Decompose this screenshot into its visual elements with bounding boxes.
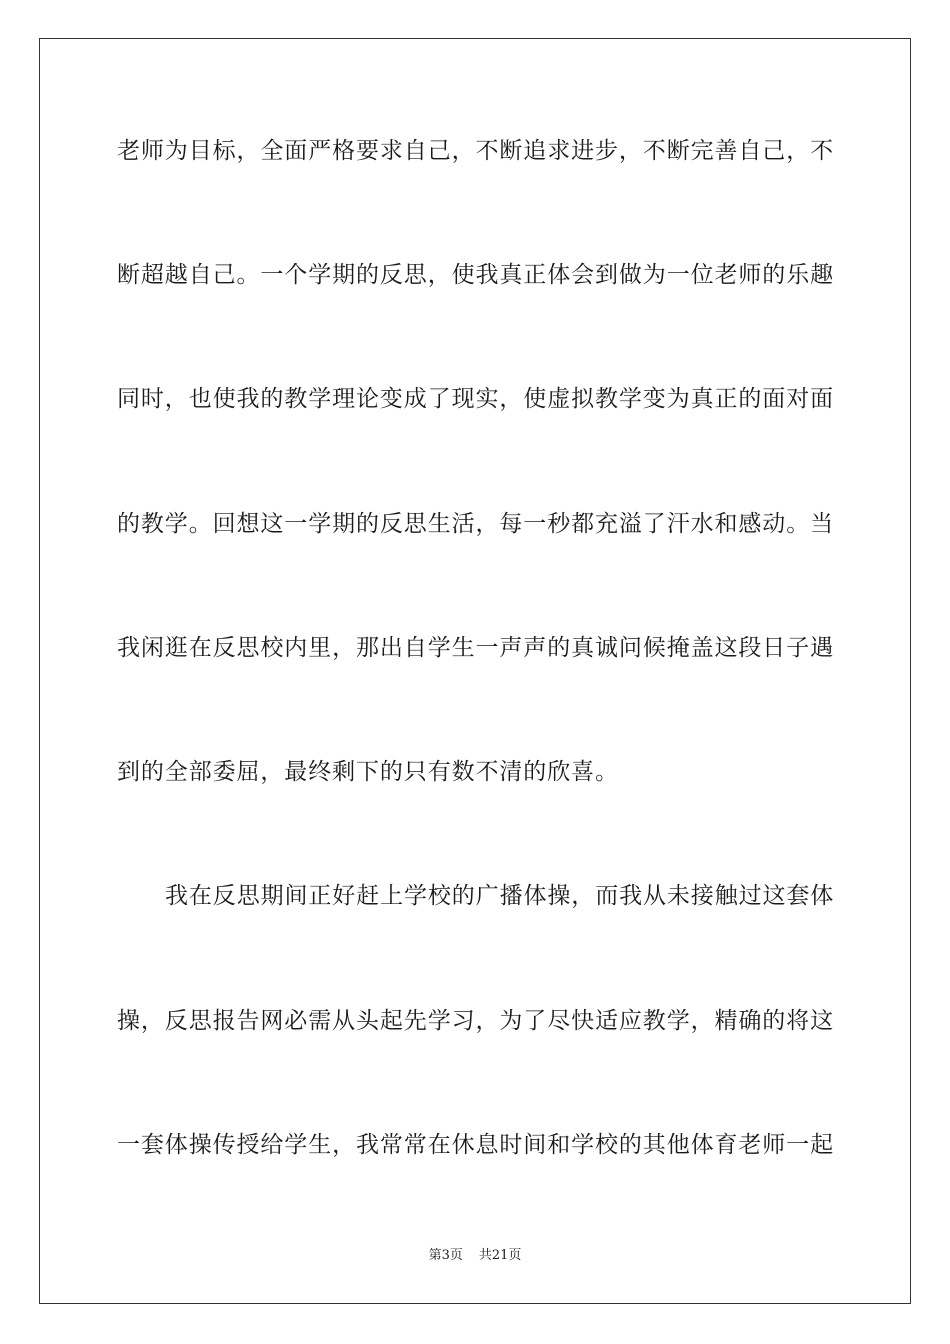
- body-line-6-paragraph-end: 到的全部委屈，最终剩下的只有数不清的欣喜。: [117, 759, 619, 785]
- page-footer: [0, 1247, 950, 1265]
- body-line-9: 一套体操传授给学生，我常常在休息时间和学校的其他体育老师一起: [117, 1132, 834, 1158]
- body-line-8: 操，反思报告网必需从头起先学习，为了尽快适应教学，精确的将这: [117, 1008, 834, 1034]
- page-frame: [39, 38, 911, 1304]
- body-line-4: 的教学。回想这一学期的反思生活，每一秒都充溢了汗水和感动。当: [117, 511, 834, 537]
- page-number: 第3页: [428, 1248, 463, 1263]
- body-line-1: 老师为目标，全面严格要求自己，不断追求进步，不断完善自己，不: [117, 138, 834, 164]
- body-line-7-paragraph-start: 我在反思期间正好赶上学校的广播体操，而我从未接触过这套体: [165, 883, 835, 909]
- page-total: 共21页: [478, 1248, 522, 1263]
- body-line-2: 断超越自己。一个学期的反思，使我真正体会到做为一位老师的乐趣: [117, 262, 834, 288]
- body-line-3: 同时，也使我的教学理论变成了现实，使虚拟教学变为真正的面对面: [117, 386, 834, 412]
- body-line-5: 我闲逛在反思校内里，那出自学生一声声的真诚问候掩盖这段日子遇: [117, 635, 834, 661]
